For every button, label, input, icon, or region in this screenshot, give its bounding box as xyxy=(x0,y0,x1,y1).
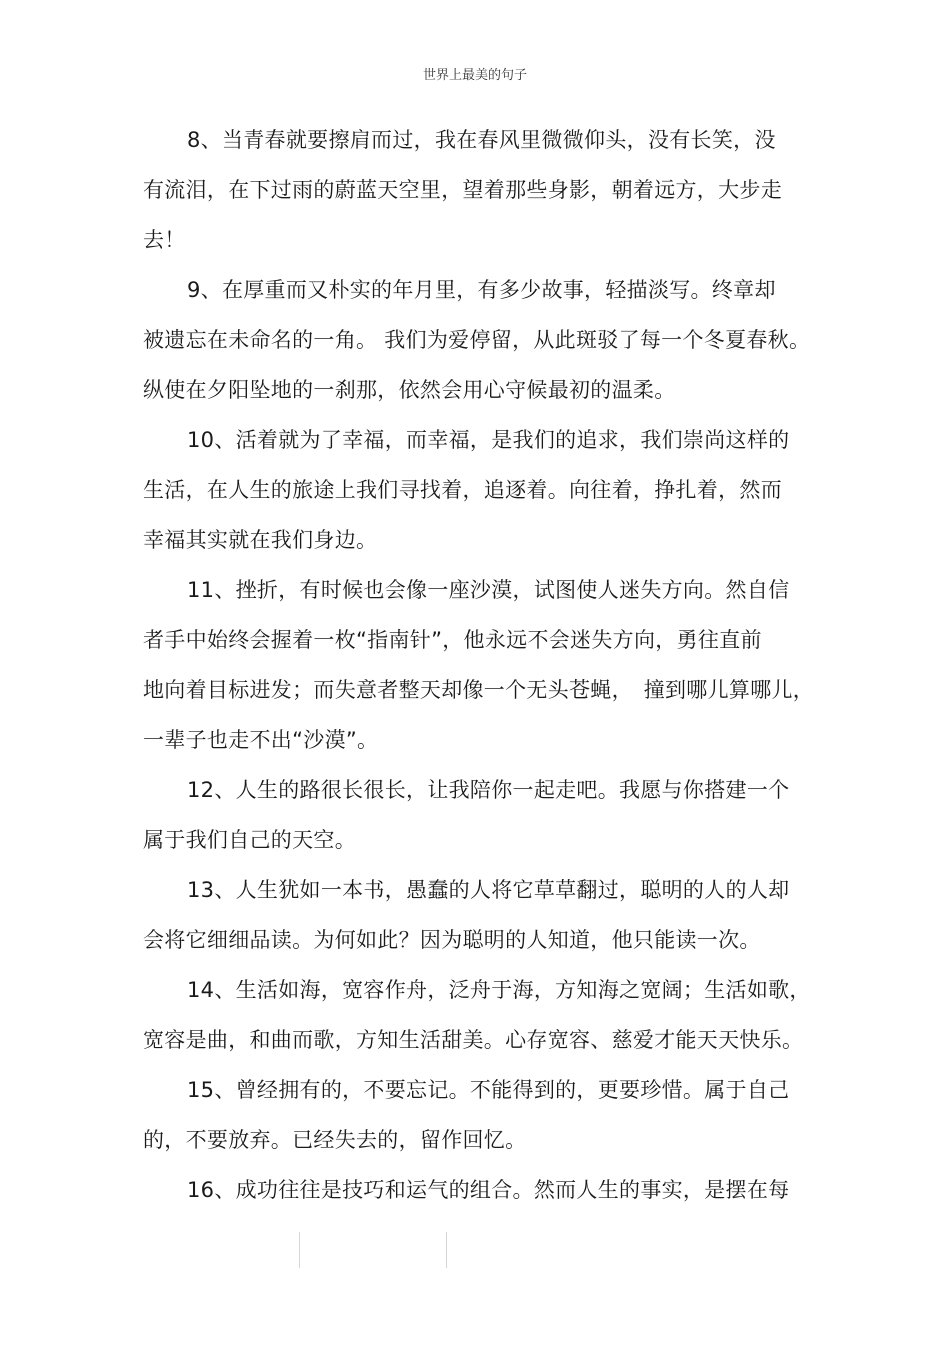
text-line: 11、挫折，有时候也会像一座沙漠，试图使人迷失方向。然自信 xyxy=(187,578,790,602)
text-line: 一辈子也走不出“沙漠”。 xyxy=(143,728,379,752)
document-body xyxy=(143,115,815,1215)
divider xyxy=(446,1232,447,1268)
text-line: 10、活着就为了幸福，而幸福，是我们的追求，我们崇尚这样的 xyxy=(187,428,790,452)
text-line: 14、生活如海，宽容作舟，泛舟于海，方知海之宽阔；生活如歌， xyxy=(187,978,811,1002)
text-line: 者手中始终会握着一枚“指南针”，他永远不会迷失方向，勇往直前 xyxy=(143,628,762,652)
paragraph-13 xyxy=(143,865,793,965)
footer-marks xyxy=(299,1232,447,1268)
text-line: 15、曾经拥有的，不要忘记。不能得到的，更要珍惜。属于自己 xyxy=(187,1078,790,1102)
paragraph-11 xyxy=(143,565,815,765)
page-title: 世界上最美的句子 xyxy=(422,68,527,83)
text-line: 宽容是曲，和曲而歌，方知生活甜美。心存宽容、慈爱才能天天快乐。 xyxy=(143,1028,804,1052)
text-line: 12、人生的路很长很长，让我陪你一起走吧。我愿与你搭建一个 xyxy=(187,778,790,802)
text-line: 会将它细细品读。为何如此？因为聪明的人知道，他只能读一次。 xyxy=(143,928,761,952)
text-line: 有流泪，在下过雨的蔚蓝天空里，望着那些身影，朝着远方，大步走 xyxy=(143,178,782,202)
text-line: 16、成功往往是技巧和运气的组合。然而人生的事实，是摆在每 xyxy=(187,1178,790,1202)
text-line: 被遗忘在未命名的一角。 我们为爱停留，从此斑驳了每一个冬夏春秋。 xyxy=(143,328,811,352)
paragraph-12 xyxy=(143,765,793,865)
text-line: 地向着目标进发；而失意者整天却像一个无头苍蝇， 撞到哪儿算哪儿， xyxy=(143,678,815,702)
divider xyxy=(299,1232,300,1268)
paragraph-15 xyxy=(143,1065,793,1165)
page-header xyxy=(0,64,950,83)
text-line: 生活，在人生的旅途上我们寻找着，追逐着。向往着，挣扎着，然而 xyxy=(143,478,782,502)
text-line: 8、当青春就要擦肩而过，我在春风里微微仰头，没有长笑，没 xyxy=(187,128,776,152)
text-line: 纵使在夕阳坠地的一刹那，依然会用心守候最初的温柔。 xyxy=(143,378,676,402)
text-line: 13、人生犹如一本书，愚蠢的人将它草草翻过，聪明的人的人却 xyxy=(187,878,790,902)
text-line: 9、在厚重而又朴实的年月里，有多少故事，轻描淡写。终章却 xyxy=(187,278,776,302)
text-line: 幸福其实就在我们身边。 xyxy=(143,528,378,552)
paragraph-16 xyxy=(143,1165,793,1215)
text-line: 去！ xyxy=(143,228,186,252)
text-line: 属于我们自己的天空。 xyxy=(143,828,356,852)
paragraph-14 xyxy=(143,965,811,1065)
paragraph-9 xyxy=(143,265,811,415)
paragraph-8 xyxy=(143,115,793,265)
paragraph-10 xyxy=(143,415,793,565)
text-line: 的，不要放弃。已经失去的，留作回忆。 xyxy=(143,1128,527,1152)
